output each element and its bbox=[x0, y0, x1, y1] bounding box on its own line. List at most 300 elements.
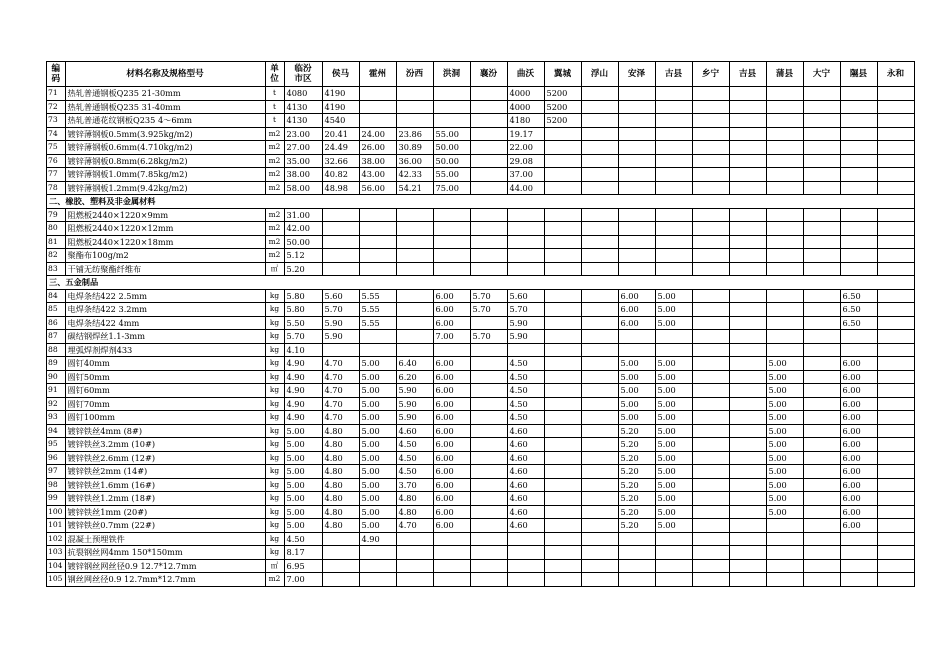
price-cell bbox=[618, 87, 655, 101]
price-cell bbox=[396, 343, 433, 357]
price-cell: 5.80 bbox=[284, 303, 322, 317]
price-cell bbox=[692, 370, 729, 384]
price-cell bbox=[766, 249, 803, 263]
unit-cell: kg bbox=[265, 424, 284, 438]
price-cell: 5200 bbox=[544, 87, 581, 101]
price-cell bbox=[803, 316, 840, 330]
material-name: 圆钉50mm bbox=[65, 370, 265, 384]
unit-cell: m2 bbox=[265, 235, 284, 249]
price-cell bbox=[581, 114, 618, 128]
header-unit: 单 位 bbox=[265, 62, 284, 87]
price-cell bbox=[766, 316, 803, 330]
price-cell: 31.00 bbox=[284, 208, 322, 222]
price-cell bbox=[729, 397, 766, 411]
price-cell: 30.89 bbox=[396, 141, 433, 155]
price-cell: 6.00 bbox=[433, 505, 470, 519]
table-row bbox=[47, 424, 915, 438]
price-cell bbox=[507, 532, 544, 546]
price-cell bbox=[803, 492, 840, 506]
price-cell bbox=[877, 559, 914, 573]
price-cell: 50.00 bbox=[433, 154, 470, 168]
header-city: 侯马 bbox=[322, 62, 359, 87]
price-cell: 5200 bbox=[544, 114, 581, 128]
price-cell: 6.00 bbox=[433, 492, 470, 506]
price-cell: 4.80 bbox=[322, 492, 359, 506]
price-cell: 4.60 bbox=[507, 465, 544, 479]
price-cell bbox=[692, 519, 729, 533]
row-code: 74 bbox=[47, 127, 66, 141]
price-cell bbox=[581, 87, 618, 101]
row-code: 96 bbox=[47, 451, 66, 465]
price-cell bbox=[581, 370, 618, 384]
price-cell bbox=[877, 208, 914, 222]
price-cell bbox=[692, 289, 729, 303]
table-row bbox=[47, 343, 915, 357]
price-cell bbox=[803, 222, 840, 236]
price-cell: 5.00 bbox=[359, 384, 396, 398]
price-cell bbox=[507, 235, 544, 249]
price-cell: 4080 bbox=[284, 87, 322, 101]
header-city: 古县 bbox=[655, 62, 692, 87]
price-cell: 5.00 bbox=[618, 370, 655, 384]
price-cell bbox=[618, 235, 655, 249]
price-cell: 5.80 bbox=[284, 289, 322, 303]
price-cell bbox=[729, 424, 766, 438]
row-code: 80 bbox=[47, 222, 66, 236]
price-cell bbox=[470, 397, 507, 411]
material-name: 热轧普通钢板Q235 31-40mm bbox=[65, 100, 265, 114]
price-cell: 5.00 bbox=[655, 384, 692, 398]
price-cell bbox=[581, 316, 618, 330]
table-row bbox=[47, 289, 915, 303]
price-cell bbox=[877, 451, 914, 465]
price-cell: 50.00 bbox=[433, 141, 470, 155]
price-cell bbox=[359, 262, 396, 276]
price-cell bbox=[803, 262, 840, 276]
price-cell bbox=[803, 424, 840, 438]
price-cell bbox=[618, 249, 655, 263]
price-cell bbox=[581, 532, 618, 546]
unit-cell: kg bbox=[265, 370, 284, 384]
price-cell bbox=[729, 465, 766, 479]
unit-cell: kg bbox=[265, 384, 284, 398]
price-cell bbox=[840, 330, 877, 344]
price-cell bbox=[803, 208, 840, 222]
price-cell bbox=[359, 573, 396, 587]
header-city: 蒲县 bbox=[766, 62, 803, 87]
price-cell: 4180 bbox=[507, 114, 544, 128]
price-cell: 6.50 bbox=[840, 289, 877, 303]
price-cell bbox=[692, 262, 729, 276]
price-cell bbox=[729, 303, 766, 317]
price-cell: 4.50 bbox=[396, 465, 433, 479]
table-row bbox=[47, 573, 915, 587]
price-cell bbox=[618, 532, 655, 546]
price-cell: 5.00 bbox=[359, 357, 396, 371]
header-material-name: 材料名称及规格型号 bbox=[65, 62, 265, 87]
price-cell: 4.50 bbox=[507, 357, 544, 371]
price-cell: 5.00 bbox=[766, 478, 803, 492]
price-cell: 5.00 bbox=[618, 357, 655, 371]
price-cell: 5.00 bbox=[359, 438, 396, 452]
price-cell bbox=[729, 330, 766, 344]
unit-cell: t bbox=[265, 87, 284, 101]
row-code: 89 bbox=[47, 357, 66, 371]
unit-cell: kg bbox=[265, 519, 284, 533]
price-cell bbox=[544, 411, 581, 425]
price-cell: 6.00 bbox=[618, 316, 655, 330]
price-cell bbox=[766, 289, 803, 303]
price-cell bbox=[840, 127, 877, 141]
price-cell: 5.00 bbox=[655, 303, 692, 317]
price-cell: 4.80 bbox=[322, 451, 359, 465]
price-cell bbox=[766, 559, 803, 573]
price-cell: 3.70 bbox=[396, 478, 433, 492]
price-cell: 5.70 bbox=[470, 330, 507, 344]
material-name: 阻燃板2440×1220×9mm bbox=[65, 208, 265, 222]
price-cell bbox=[581, 168, 618, 182]
price-cell bbox=[840, 573, 877, 587]
row-code: 105 bbox=[47, 573, 66, 587]
price-cell bbox=[877, 249, 914, 263]
price-cell bbox=[840, 100, 877, 114]
price-cell bbox=[581, 465, 618, 479]
material-name: 混凝土预埋铁件 bbox=[65, 532, 265, 546]
price-cell: 4.90 bbox=[359, 532, 396, 546]
price-cell bbox=[396, 546, 433, 560]
price-cell bbox=[766, 168, 803, 182]
price-cell bbox=[766, 154, 803, 168]
price-cell bbox=[692, 343, 729, 357]
price-cell bbox=[581, 397, 618, 411]
price-cell bbox=[877, 154, 914, 168]
price-cell bbox=[877, 87, 914, 101]
price-cell: 5.00 bbox=[655, 411, 692, 425]
price-cell: 6.00 bbox=[433, 289, 470, 303]
price-cell bbox=[692, 478, 729, 492]
price-cell bbox=[840, 154, 877, 168]
price-cell bbox=[618, 181, 655, 195]
row-code: 75 bbox=[47, 141, 66, 155]
price-cell bbox=[877, 168, 914, 182]
price-cell: 5.20 bbox=[618, 478, 655, 492]
price-cell: 6.00 bbox=[840, 478, 877, 492]
price-cell: 6.40 bbox=[396, 357, 433, 371]
price-cell: 5.90 bbox=[322, 330, 359, 344]
price-cell bbox=[692, 87, 729, 101]
table-row bbox=[47, 127, 915, 141]
price-cell bbox=[729, 114, 766, 128]
material-name: 镀锌铁丝2.6mm (12#) bbox=[65, 451, 265, 465]
price-cell bbox=[692, 141, 729, 155]
price-cell: 40.82 bbox=[322, 168, 359, 182]
price-cell bbox=[692, 465, 729, 479]
price-cell bbox=[692, 181, 729, 195]
price-cell bbox=[803, 154, 840, 168]
price-cell: 5.00 bbox=[655, 451, 692, 465]
price-cell: 75.00 bbox=[433, 181, 470, 195]
price-cell bbox=[322, 343, 359, 357]
unit-cell: m2 bbox=[265, 181, 284, 195]
price-cell bbox=[877, 411, 914, 425]
price-cell: 4.80 bbox=[322, 505, 359, 519]
table-row bbox=[47, 478, 915, 492]
price-cell bbox=[433, 532, 470, 546]
table-row bbox=[47, 357, 915, 371]
price-cell bbox=[729, 141, 766, 155]
unit-cell: t bbox=[265, 100, 284, 114]
price-cell bbox=[655, 532, 692, 546]
price-cell: 5.60 bbox=[507, 289, 544, 303]
price-cell bbox=[322, 546, 359, 560]
section-row bbox=[47, 276, 915, 290]
price-cell bbox=[692, 573, 729, 587]
table-row bbox=[47, 330, 915, 344]
price-cell: 4.60 bbox=[507, 505, 544, 519]
price-cell bbox=[433, 235, 470, 249]
price-cell bbox=[766, 87, 803, 101]
price-cell: 4.60 bbox=[507, 478, 544, 492]
price-cell: 5.00 bbox=[655, 478, 692, 492]
price-cell bbox=[470, 222, 507, 236]
price-cell: 5.00 bbox=[766, 384, 803, 398]
price-cell: 4.90 bbox=[284, 357, 322, 371]
material-name: 电焊条结422 3.2mm bbox=[65, 303, 265, 317]
unit-cell: m2 bbox=[265, 154, 284, 168]
price-cell: 32.66 bbox=[322, 154, 359, 168]
price-cell bbox=[581, 208, 618, 222]
unit-cell: kg bbox=[265, 492, 284, 506]
price-cell bbox=[581, 505, 618, 519]
price-cell bbox=[766, 222, 803, 236]
price-cell: 5.00 bbox=[359, 478, 396, 492]
price-cell bbox=[729, 343, 766, 357]
unit-cell: m2 bbox=[265, 208, 284, 222]
price-cell: 5.00 bbox=[655, 465, 692, 479]
price-cell: 44.00 bbox=[507, 181, 544, 195]
price-cell bbox=[692, 127, 729, 141]
price-cell bbox=[877, 330, 914, 344]
price-cell: 23.86 bbox=[396, 127, 433, 141]
price-cell bbox=[766, 330, 803, 344]
table-row bbox=[47, 181, 915, 195]
price-cell bbox=[581, 289, 618, 303]
price-cell bbox=[803, 438, 840, 452]
material-name: 镀锌薄钢板0.8mm(6.28kg/m2) bbox=[65, 154, 265, 168]
price-cell bbox=[470, 559, 507, 573]
price-cell: 5.00 bbox=[359, 411, 396, 425]
price-cell: 5.00 bbox=[655, 438, 692, 452]
price-cell: 5.90 bbox=[507, 316, 544, 330]
price-cell bbox=[655, 330, 692, 344]
price-cell bbox=[544, 262, 581, 276]
header-city: 汾西 bbox=[396, 62, 433, 87]
price-cell: 7.00 bbox=[284, 573, 322, 587]
price-cell bbox=[359, 343, 396, 357]
price-cell bbox=[507, 573, 544, 587]
price-cell: 4.90 bbox=[284, 411, 322, 425]
unit-cell: kg bbox=[265, 411, 284, 425]
price-cell bbox=[729, 370, 766, 384]
price-cell bbox=[840, 208, 877, 222]
price-cell: 4.60 bbox=[507, 424, 544, 438]
price-cell: 5.55 bbox=[359, 289, 396, 303]
price-cell bbox=[655, 127, 692, 141]
price-cell: 6.00 bbox=[433, 357, 470, 371]
price-cell bbox=[581, 181, 618, 195]
price-cell bbox=[877, 303, 914, 317]
material-name: 阻燃板2440×1220×18mm bbox=[65, 235, 265, 249]
unit-cell: kg bbox=[265, 532, 284, 546]
material-name: 镀锌铁丝0.7mm (22#) bbox=[65, 519, 265, 533]
price-cell: 5.00 bbox=[766, 451, 803, 465]
price-cell bbox=[729, 573, 766, 587]
price-cell bbox=[581, 154, 618, 168]
price-cell bbox=[581, 100, 618, 114]
price-cell bbox=[729, 289, 766, 303]
price-cell: 5.90 bbox=[396, 411, 433, 425]
table-row bbox=[47, 559, 915, 573]
price-cell bbox=[766, 532, 803, 546]
price-cell bbox=[803, 478, 840, 492]
price-cell bbox=[803, 384, 840, 398]
unit-cell: kg bbox=[265, 397, 284, 411]
price-cell: 6.00 bbox=[433, 451, 470, 465]
price-cell: 5.70 bbox=[322, 303, 359, 317]
price-cell bbox=[877, 370, 914, 384]
price-cell: 4.50 bbox=[284, 532, 322, 546]
table-row bbox=[47, 505, 915, 519]
price-cell bbox=[729, 546, 766, 560]
material-name: 热轧普通钢板Q235 21-30mm bbox=[65, 87, 265, 101]
unit-cell: kg bbox=[265, 303, 284, 317]
price-cell bbox=[618, 262, 655, 276]
unit-cell: kg bbox=[265, 438, 284, 452]
price-cell bbox=[655, 235, 692, 249]
price-cell bbox=[433, 249, 470, 263]
price-cell bbox=[692, 357, 729, 371]
price-cell: 5.00 bbox=[766, 424, 803, 438]
price-cell bbox=[692, 100, 729, 114]
price-cell: 6.00 bbox=[433, 397, 470, 411]
material-name: 聚酯布100g/m2 bbox=[65, 249, 265, 263]
price-cell: 5.00 bbox=[766, 411, 803, 425]
price-cell: 42.00 bbox=[284, 222, 322, 236]
price-cell: 5.90 bbox=[396, 397, 433, 411]
price-cell bbox=[766, 208, 803, 222]
price-cell bbox=[396, 249, 433, 263]
price-cell: 55.00 bbox=[433, 127, 470, 141]
unit-cell: m2 bbox=[265, 168, 284, 182]
price-cell: 7.00 bbox=[433, 330, 470, 344]
price-cell: 5.00 bbox=[359, 505, 396, 519]
price-cell bbox=[766, 181, 803, 195]
price-cell: 5.00 bbox=[618, 411, 655, 425]
table-row bbox=[47, 222, 915, 236]
row-code: 100 bbox=[47, 505, 66, 519]
price-cell: 37.00 bbox=[507, 168, 544, 182]
price-cell bbox=[803, 559, 840, 573]
unit-cell: ㎡ bbox=[265, 262, 284, 276]
section-row bbox=[47, 195, 915, 209]
price-cell bbox=[840, 262, 877, 276]
price-cell bbox=[470, 127, 507, 141]
price-cell bbox=[507, 546, 544, 560]
price-cell bbox=[803, 141, 840, 155]
price-cell bbox=[470, 465, 507, 479]
price-cell bbox=[655, 141, 692, 155]
price-cell bbox=[507, 559, 544, 573]
price-cell: 6.00 bbox=[433, 519, 470, 533]
price-cell bbox=[544, 573, 581, 587]
price-cell bbox=[803, 505, 840, 519]
price-cell bbox=[359, 222, 396, 236]
price-cell: 5200 bbox=[544, 100, 581, 114]
price-cell bbox=[470, 438, 507, 452]
price-cell bbox=[766, 519, 803, 533]
price-cell bbox=[470, 168, 507, 182]
price-cell bbox=[618, 168, 655, 182]
price-cell bbox=[507, 343, 544, 357]
unit-cell: kg bbox=[265, 316, 284, 330]
price-cell bbox=[655, 222, 692, 236]
price-cell: 5.60 bbox=[322, 289, 359, 303]
price-cell bbox=[544, 519, 581, 533]
price-cell bbox=[581, 249, 618, 263]
price-cell bbox=[544, 316, 581, 330]
price-cell: 4.80 bbox=[322, 519, 359, 533]
price-cell bbox=[877, 114, 914, 128]
price-cell bbox=[544, 438, 581, 452]
price-cell: 23.00 bbox=[284, 127, 322, 141]
price-cell bbox=[544, 141, 581, 155]
price-cell bbox=[544, 559, 581, 573]
price-cell bbox=[433, 573, 470, 587]
price-cell bbox=[729, 438, 766, 452]
price-cell bbox=[470, 532, 507, 546]
price-cell bbox=[544, 289, 581, 303]
price-cell bbox=[544, 330, 581, 344]
price-cell bbox=[322, 222, 359, 236]
price-cell bbox=[692, 546, 729, 560]
price-cell bbox=[803, 357, 840, 371]
price-cell bbox=[877, 141, 914, 155]
price-cell bbox=[803, 87, 840, 101]
price-cell: 5.00 bbox=[766, 397, 803, 411]
material-name: 抗裂钢丝网4mm 150*150mm bbox=[65, 546, 265, 560]
price-cell: 4130 bbox=[284, 114, 322, 128]
price-cell bbox=[470, 370, 507, 384]
unit-cell: kg bbox=[265, 546, 284, 560]
price-cell bbox=[729, 411, 766, 425]
price-cell: 5.00 bbox=[284, 424, 322, 438]
price-cell bbox=[322, 262, 359, 276]
price-cell bbox=[396, 114, 433, 128]
price-cell: 5.00 bbox=[284, 478, 322, 492]
price-cell bbox=[655, 573, 692, 587]
price-cell bbox=[581, 330, 618, 344]
price-cell bbox=[470, 100, 507, 114]
price-cell: 6.00 bbox=[840, 397, 877, 411]
price-cell: 4.60 bbox=[507, 519, 544, 533]
price-cell bbox=[544, 451, 581, 465]
table-row bbox=[47, 303, 915, 317]
price-cell: 4.50 bbox=[396, 451, 433, 465]
price-cell bbox=[877, 438, 914, 452]
price-cell: 4.80 bbox=[322, 478, 359, 492]
price-cell: 5.00 bbox=[766, 492, 803, 506]
price-cell bbox=[729, 154, 766, 168]
